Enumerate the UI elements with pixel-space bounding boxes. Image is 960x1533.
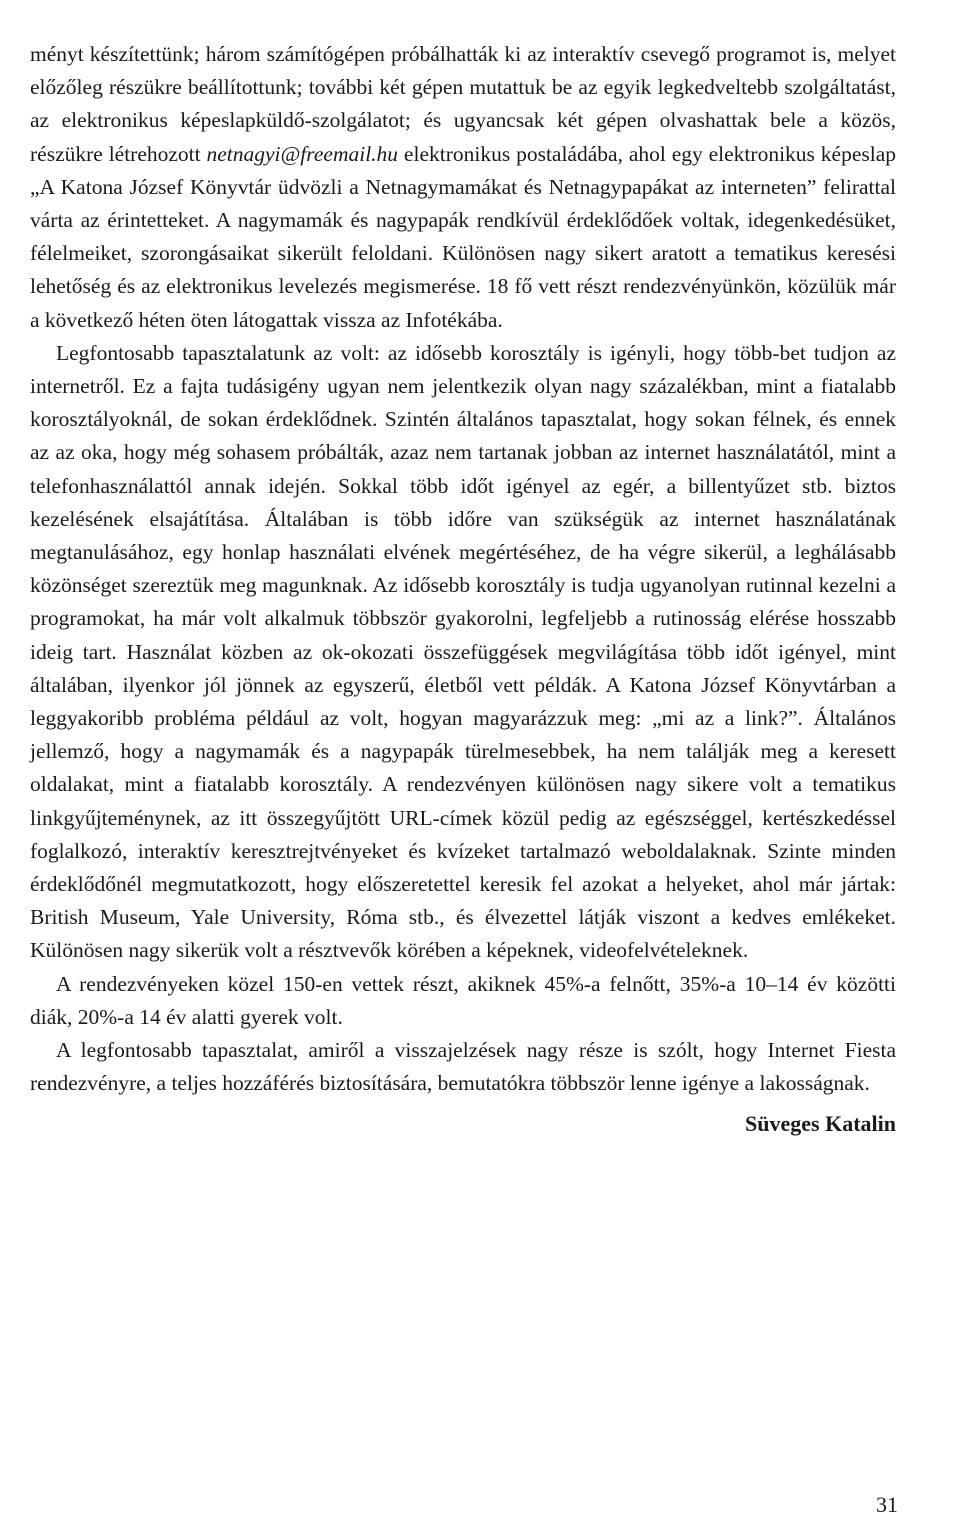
- paragraph-1: [30, 38, 896, 337]
- author-signature: Süveges Katalin: [745, 1110, 896, 1136]
- email-address: netnagyi@freemail.hu: [206, 141, 399, 166]
- paragraph-3: A rendezvényeken közel 150-en vettek részt, akiknek 45%-a felnőtt, 35%-a 10–14 év közötti diák, 20%-a 14 év alatti gyerek volt.: [30, 971, 896, 1029]
- paragraph-1-text-b: elektronikus postaládába, ahol egy elektronikus képeslap „A Katona József Könyvtár üdvözli a Netnagymamákat és Netnagypapákat az interneten” felirattal várta az érintetteket. A nagymamák és nagypapák rendkívül érdeklődőek voltak, idegenkedésüket, félelmeiket, szorongásaikat sikerült feloldani. Különösen nagy sikert aratott a tematikus keresési lehetőség és az elektronikus levelezés megismerése. 18 fő vett részt rendezvényünkön, közülük már a következő héten öten látogattak vissza az Infotékába.: [30, 141, 896, 332]
- paragraph-2: Legfontosabb tapasztalatunk az volt: az idősebb korosztály is igényli, hogy több-bet tudjon az internetről. Ez a fajta tudásigény ugyan nem jelentkezik olyan nagy százalékban, mint a fiatalabb korosztályoknál, de sokan érdeklődnek. Szintén általános tapasztalat, hogy sokan félnek, és ennek az az oka, hogy még sohasem próbálták, azaz nem tartanak jobban az internet használatától, mint a telefonhasználattól annak idején. Sokkal több időt igényel az egér, a billentyűzet stb. biztos kezelésének elsajátítása. Általában is több időre van szükségük az internet használatának megtanulásához, egy honlap használati elvének megértéséhez, de ha végre sikerül, a leghálásabb közönséget szereztük meg magunknak. Az idősebb korosztály is tudja ugyanolyan rutinnal kezelni a programokat, ha már volt alkalmuk többször gyakorolni, legfeljebb a rutinosság elérése hosszabb ideig tart. Használat közben az ok-okozati összefüggések megvilágítása több időt igényel, mint általában, ilyenkor jól jönnek az egyszerű, életből vett példák. A Katona József Könyvtárban a leggyakoribb probléma például az volt, hogyan magyarázzuk meg: „mi az a link?”. Általános jellemző, hogy a nagymamák és a nagypapák türelmesebbek, ha nem találják meg a keresett oldalakat, mint a fiatalabb korosztály. A rendezvényen különösen nagy sikere volt a tematikus linkgyűjteménynek, az itt összegyűjtött URL-címek közül pedig az egészséggel, kertészkedéssel foglalkozó, interaktív keresztrejtvényeket és kvízeket tartalmazó weboldalaknak. Szinte minden érdeklődőnél megmutatkozott, hogy előszeretettel keresik fel azokat a helyeket, ahol már jártak: British Museum, Yale University, Róma stb., és élvezettel látják viszont a kedves emlékeket. Különösen nagy sikerük volt a résztvevők körében a képeknek, videofelvételeknek.: [30, 340, 896, 963]
- paragraph-1-text-a: ményt készítettünk; három számítógépen próbálhatták ki az interaktív csevegő programot is, melyet előzőleg részükre beállítottunk; további két gépen mutattuk be az egyik legkedveltebb szolgáltatást, az elektronikus képeslapküldő-szolgálatot; és ugyancsak két gépen olvashattak bele a közös, részükre létrehozott: [30, 42, 896, 166]
- article-body: [30, 38, 896, 1140]
- paragraph-4: A legfontosabb tapasztalat, amiről a visszajelzések nagy része is szólt, hogy Internet Fiesta rendezvényre, a teljes hozzáférés biztosítására, bemutatókra többször lenne igénye a lakosságnak.: [30, 1038, 896, 1096]
- page-number: 31: [876, 1492, 898, 1517]
